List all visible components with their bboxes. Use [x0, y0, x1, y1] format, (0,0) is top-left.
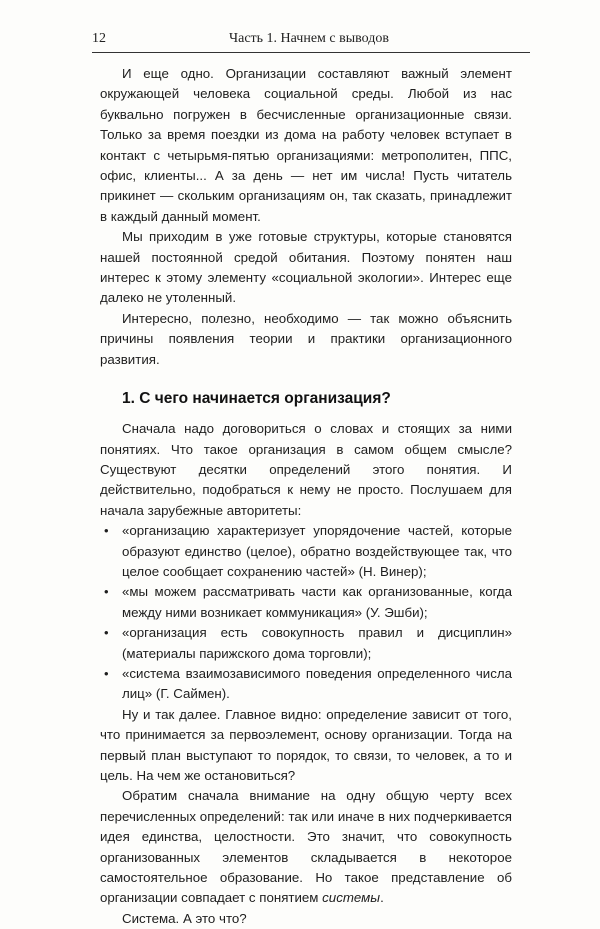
paragraph-common-trait [100, 786, 512, 908]
paragraph-closing-question: Система. А это что? [122, 910, 247, 926]
page-body [100, 64, 512, 929]
list-item [100, 521, 512, 582]
list-item [100, 664, 512, 705]
page-number: 12 [92, 31, 106, 46]
definitions-list [100, 521, 512, 705]
definition-text: «организацию характеризует упорядочение частей, которые образуют единство (целое), обратно воздействующее так, что целое сообщает сохранению частей» (Н. Винер); [122, 523, 512, 579]
running-header [92, 30, 530, 53]
section-heading: 1. С чего начинается организация? [122, 390, 391, 408]
bullet-icon: • [104, 584, 109, 600]
running-title: Часть 1. Начнем с выводов [229, 31, 389, 46]
bullet-icon: • [104, 625, 109, 641]
paragraph-interest-reasons: Интересно, полезно, необходимо — так можно объяснить причины появления теории и практики организационного развития. [100, 310, 512, 367]
bullet-icon: • [104, 523, 109, 539]
definition-text: «система взаимозависимого поведения определенного числа лиц» (Г. Саймен). [122, 665, 512, 702]
definition-text: «организация есть совокупность правил и дисциплин» (материалы парижского дома торговли); [122, 625, 512, 661]
common-trait-text: Обратим сначала внимание на одну общую черту всех перечисленных определений: так или иначе в них подчеркивается идея единства, целостности. Это значит, что совокупность организованных элементов складывается в некоторое самостоятельное образование. Но такое представление об организации совпадает с понятием [100, 788, 512, 906]
list-item [100, 623, 512, 664]
paragraph-organizations-environment: И еще одно. Организации составляют важный элемент окружающей человека социальной среды. Любой из нас буквально погружен в бесчисленные организационные связи. Только за время поездки из дома на работу человек вступает в контакт с четырьмя-пятью организациями: метрополитен, ППС, офис, клиенты... А за день — нет им числа! Пусть читатель прикинет — скольким организациям он, так сказать, принадлежит в каждый данный момент. [100, 66, 512, 224]
list-item [100, 582, 512, 623]
sentence-end: . [380, 890, 384, 906]
paragraph-section-intro: Сначала надо договориться о словах и стоящих за ними понятиях. Что такое организация в самом общем смысле? Существуют десятки определений этого понятия. И действительно, подобраться к нему не просто. Послушаем для начала зарубежные авторитеты: [100, 421, 512, 518]
definition-text: «мы можем рассматривать части как организованные, когда между ними возникает коммуникация» (У. Эшби); [122, 584, 512, 620]
bullet-icon: • [104, 665, 109, 681]
paragraph-ready-structures: Мы приходим в уже готовые структуры, которые становятся нашей постоянной средой обитания. Поэтому понятен наш интерес к этому элементу «социальной экологии». Интерес еще далеко не утоленный. [100, 229, 512, 306]
emphasized-term: системы [322, 890, 381, 906]
paragraph-after-list: Ну и так далее. Главное видно: определение зависит от того, что принимается за первоэлемент, основу организации. Тогда на первый план выступают то порядок, то связи, то человек, а то и цель. На чем же остановиться? [100, 706, 512, 783]
